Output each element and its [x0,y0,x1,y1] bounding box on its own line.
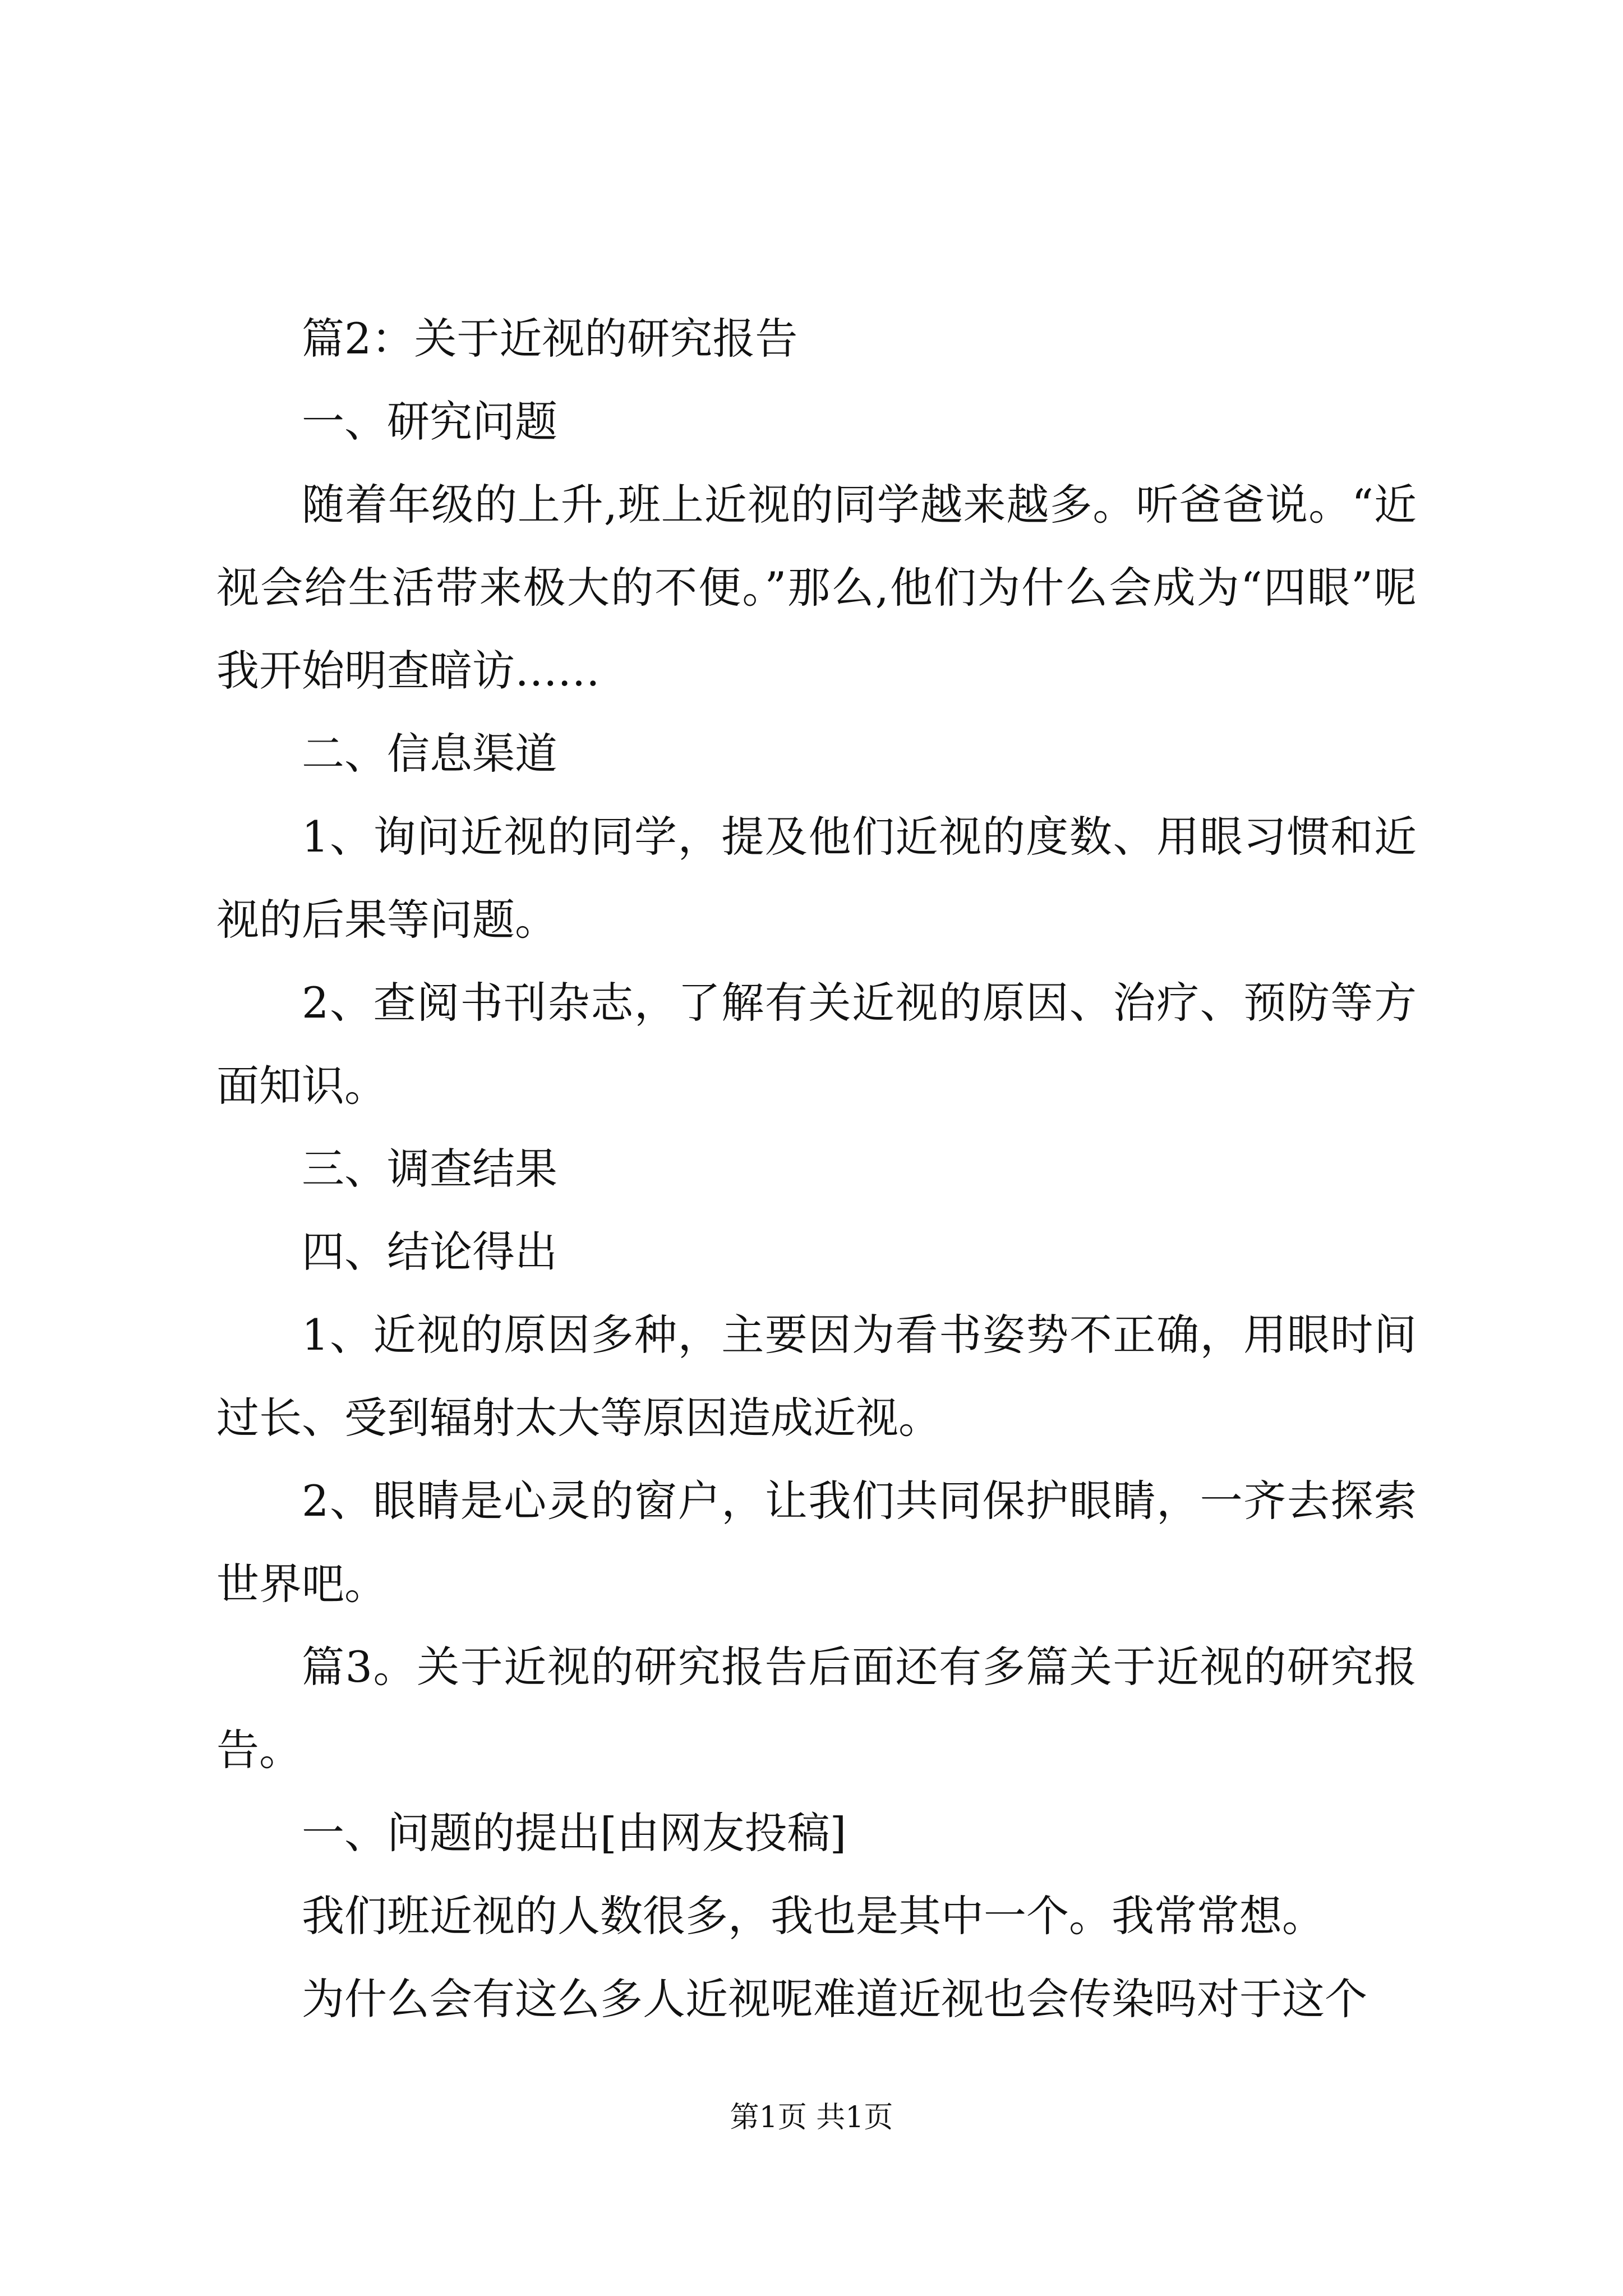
page-number-footer: 第1页 共1页 [730,2101,893,2134]
body-paragraph: 为什么会有这么多人近视呢难道近视也会传染吗对于这个 [302,1974,1367,2024]
body-paragraph: 2、眼睛是心灵的窗户，让我们共同保护眼睛，一齐去探索世界吧。 [216,1476,1417,1609]
body-paragraph: 随着年级的上升,班上近视的同学越来越多。听爸爸说。“近视会给生活带来极大的不便。”那么,他们为什么会成为“四眼”呢我开始明查暗访…… [216,480,1417,696]
body-paragraph: 1、近视的原因多种，主要因为看书姿势不正确，用眼时间过长、受到辐射太大等原因造成近视。 [216,1310,1417,1443]
subheading: 一、问题的提出[由网友投稿] [302,1808,847,1858]
subheading: 二、信息渠道 [302,729,557,779]
subheading: 三、调查结果 [302,1144,557,1194]
document-body [216,297,1417,2041]
section-heading: 篇3。关于近视的研究报告后面还有多篇关于近视的研究报告。 [216,1642,1417,1775]
body-paragraph: 2、查阅书刊杂志，了解有关近视的原因、治疗、预防等方面知识。 [216,978,1417,1111]
section-heading: 篇2：关于近视的研究报告 [302,314,798,364]
subheading: 四、结论得出 [302,1227,557,1277]
subheading: 一、研究问题 [302,397,557,447]
body-paragraph: 我们班近视的人数很多，我也是其中一个。我常常想。 [302,1891,1325,1941]
body-paragraph: 1、询问近视的同学，提及他们近视的度数、用眼习惯和近视的后果等问题。 [216,812,1417,945]
